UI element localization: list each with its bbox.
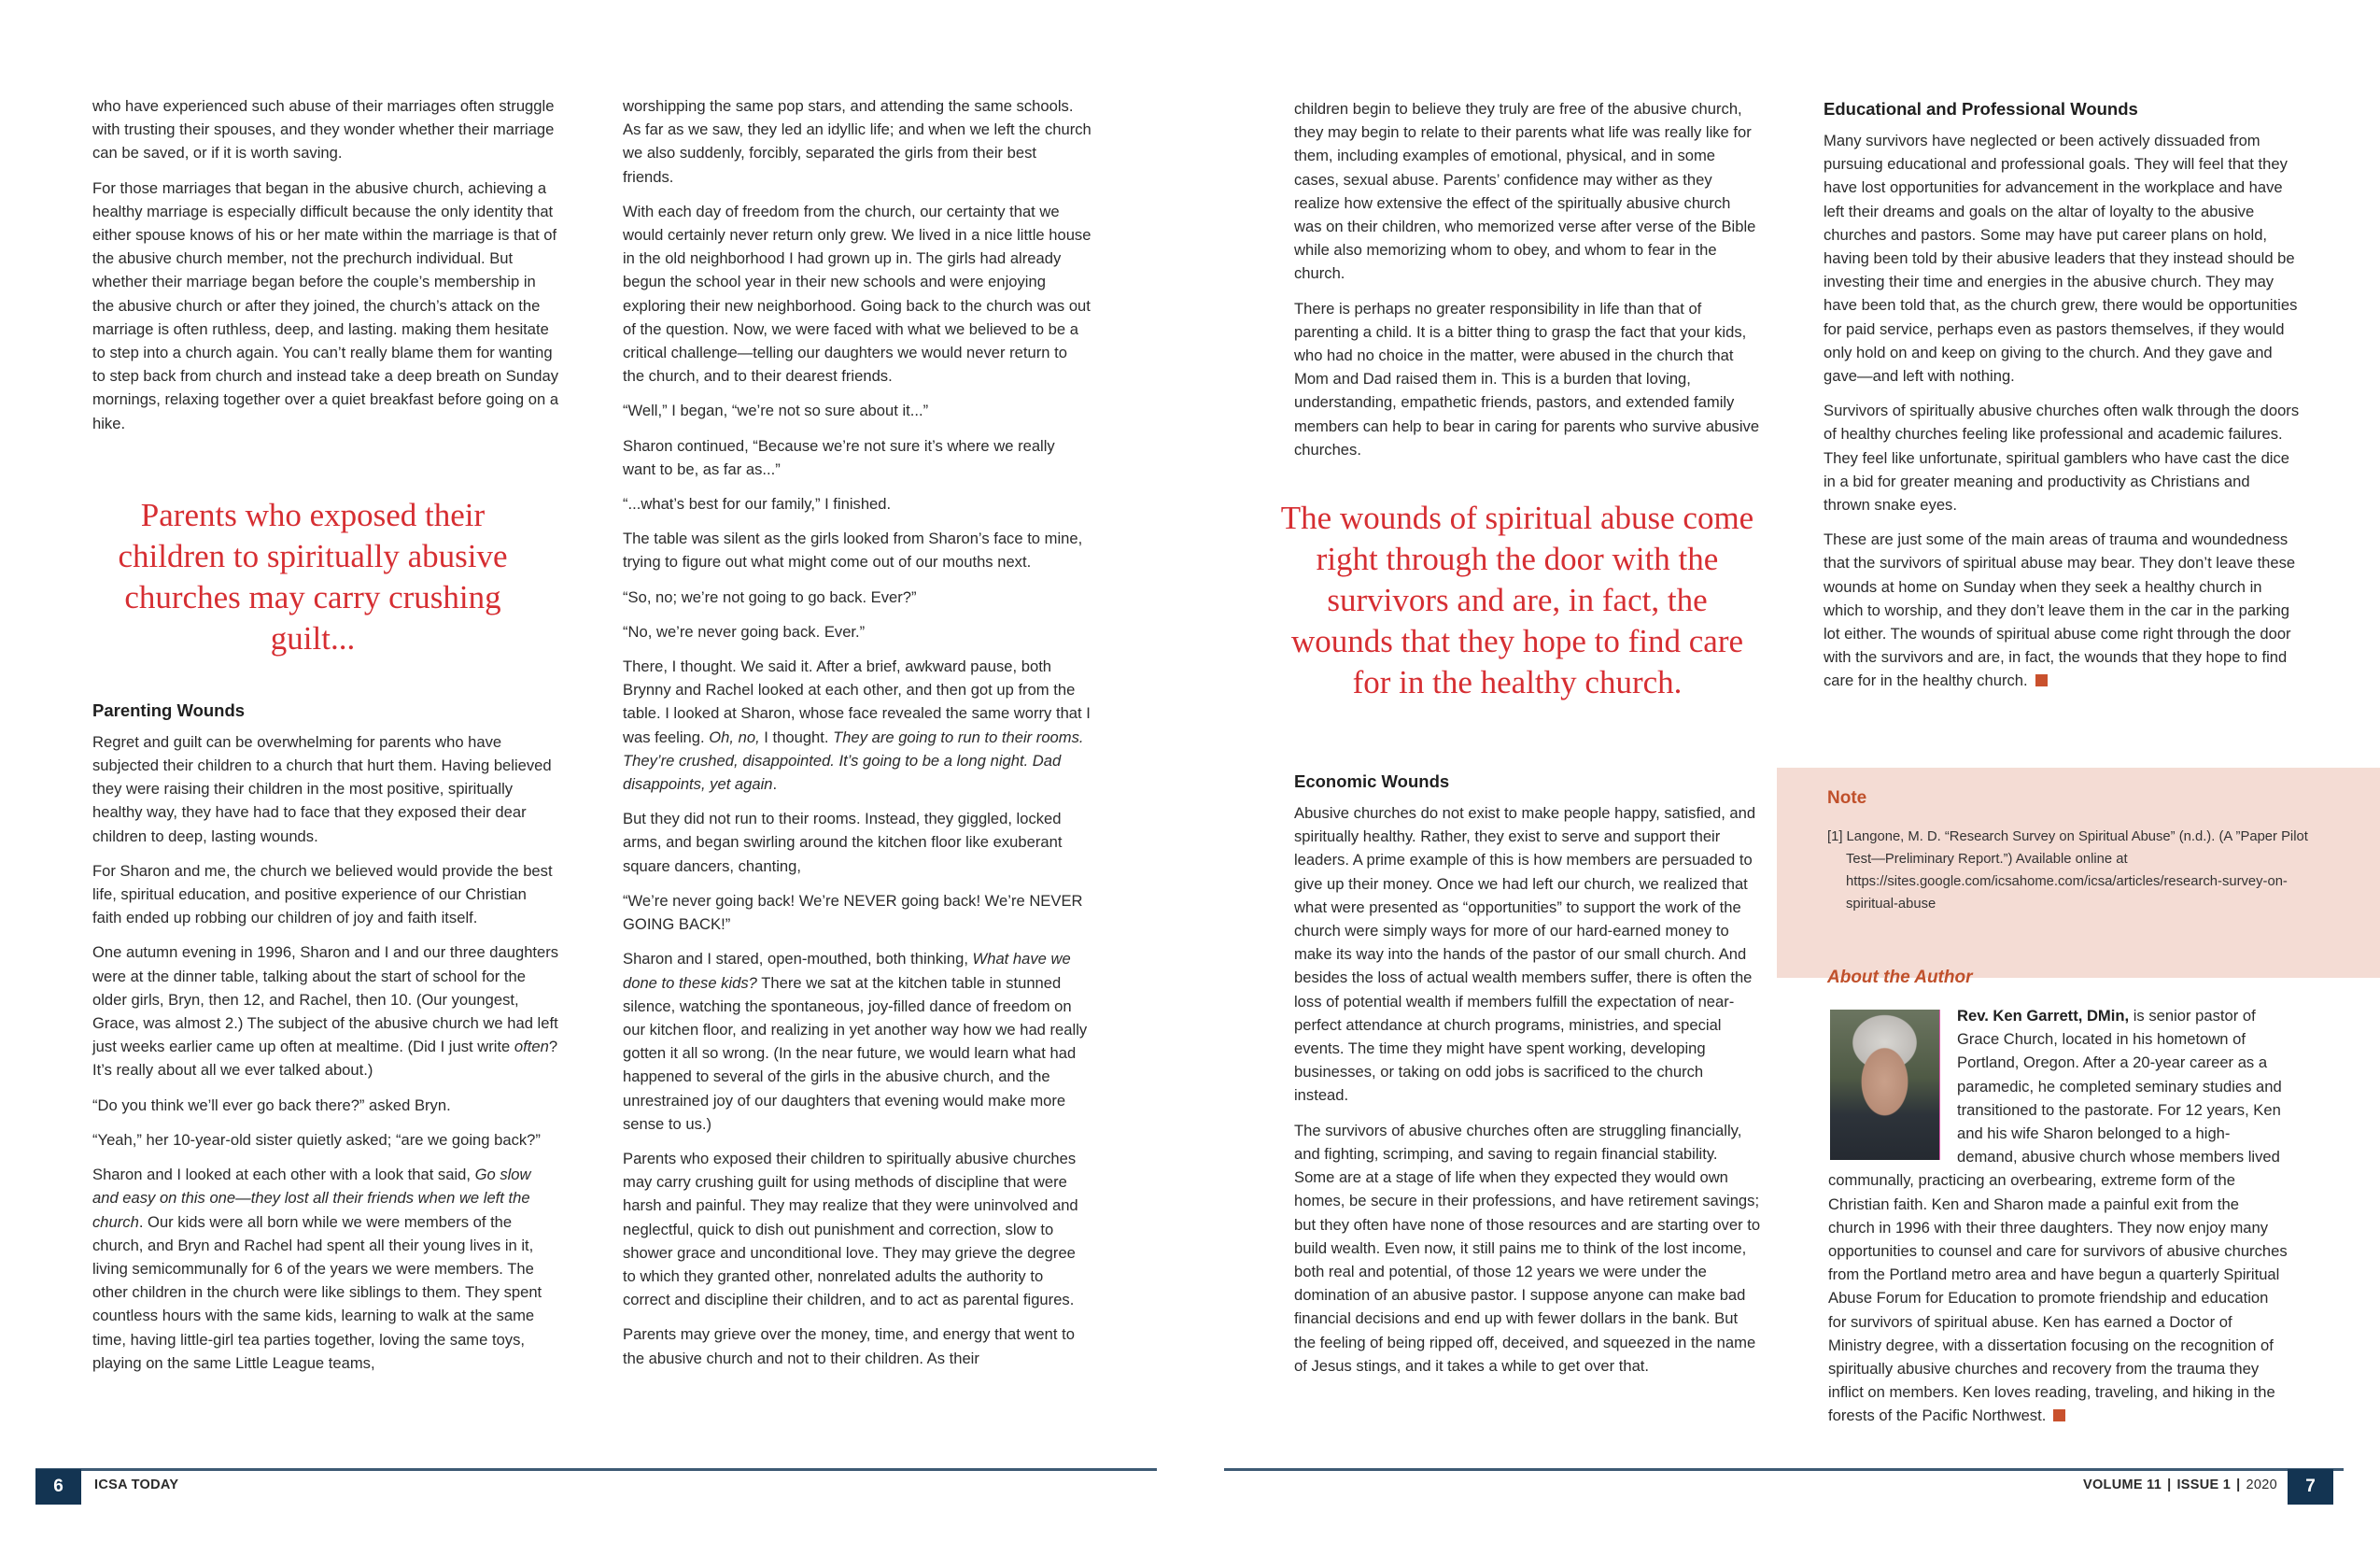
footer-publication-title: ICSA TODAY [94, 1477, 179, 1492]
paragraph: “Yeah,” her 10-year-old sister quietly asked; “are we going back?” [92, 1130, 541, 1149]
paragraph [92, 940, 559, 1082]
note-title: Note [1827, 788, 1867, 808]
paragraph: But they did not run to their rooms. Instead, they giggled, locked arms, and began swirling around the kitchen floor like exuberant square dancers, chanting, [623, 810, 1063, 875]
paragraph: “Well,” I began, “we’re not so sure about it...” [623, 402, 929, 420]
note-box [1777, 768, 2380, 978]
text: I thought. [759, 728, 834, 746]
column-3 [1294, 97, 1761, 1389]
section-heading-parenting-wounds: Parenting Wounds [92, 700, 246, 720]
text: Sharon and I stared, open-mouthed, both thinking, [623, 950, 973, 968]
author-photo [1830, 1010, 1940, 1160]
text: ? It’s really about all we ever talked about.) [92, 1038, 558, 1080]
text: . Our kids were all born while we were members of the church, and Bryn and Rachel had spent all their young lives in it, living semicommunally for 6 of the years we were members. The other children in the church were like siblings to them. They spent countless hours with the same kids, learning to walk at the same time, having little-girl tea parties together, loving the same toys, playing on the same Little League teams, [92, 1212, 542, 1372]
section-heading-economic-wounds: Economic Wounds [1294, 771, 1450, 792]
paragraph: “So, no; we’re not going to go back. Ever?” [623, 587, 917, 606]
text: . [772, 775, 778, 794]
column-2 [623, 94, 1091, 1381]
paragraph: Many survivors have neglected or been actively dissuaded from pursuing educational and professional goals. They will feel that they have lost opportunities for advancement in the workplace and have left their dreams and goals on the altar of loyalty to the abusive churches and pastors. Some may have put career plans on hold, having been told by their abusive leaders that they instead should be investing their time and energies in the abusive church. They may have been told that, as the church grew, there would be opportunities for paid service, perhaps even as pastors themselves, if they would only hold on and keep on giving to the church. And they gave and gave—and left with nothing. [1824, 132, 2298, 386]
volume-label: VOLUME 11 [2083, 1477, 2162, 1492]
paragraph: Parents may grieve over the money, time, and energy that went to the abusive church and not to their children. As their [623, 1325, 1075, 1367]
italic-text: What have we done to these kids? [623, 950, 1071, 992]
author-bio [1828, 1004, 2288, 1428]
page-number-left: 6 [35, 1469, 81, 1505]
note-reference: [1] Langone, M. D. “Research Survey on Spiritual Abuse” (n.d.). (A ”Paper Pilot Test—Preliminary Report.”) Available online at https://sites.google.com/icsahome.com/icsa/articles/research-survey-on-spiritual-abuse [1827, 829, 2308, 912]
paragraph: For Sharon and me, the church we believed would provide the best life, spiritual education, and positive experience of our Christian faith ended up robbing our children of joy and faith itself. [92, 861, 553, 927]
paragraph [1824, 528, 2300, 692]
paragraph [623, 947, 1091, 1136]
column-1 [92, 94, 559, 1386]
paragraph: Sharon continued, “Because we’re not sure it’s where we really want to be, as far as...” [623, 436, 1055, 478]
text: These are just some of the main areas of trauma and woundedness that the survivors of spiritual abuse may bear. They don’t leave these wounds at home on Sunday when they seek a healthy church in which to worship, and they don’t leave them in the car in the parking lot either. The wounds of spiritual abuse come right through the door with the survivors and are, in fact, the wounds that they hope to find care for in the healthy church. [1824, 530, 2296, 690]
end-of-bio-square-icon [2053, 1409, 2065, 1421]
text: There we sat at the kitchen table in stunned silence, watching the spontaneous, joy-filled dance of freedom on our kitchen floor, and realizing in yet another way how we had really gotten it all so wrong. (In the near future, we would learn what had happened to several of the girls in the abusive church, and the unrestrained joy of our daughters that evening would make more sense to us.) [623, 973, 1088, 1133]
italic-text: Go slow and easy on this one—they lost all their friends when we left the church [92, 1166, 531, 1231]
paragraph: For those marriages that began in the abusive church, achieving a healthy marriage is especially difficult because the only identity that either spouse knows of his or her mate within the marriage is that of the abusive church member, not the prechurch individual. But whether their marriage began before the couple’s membership in the abusive church or after they joined, the church’s attack on the marriage is often ruthless, deep, and lasting. making them hesitate to step into a church again. You can’t really blame them for wanting to step back from church and instead take a deep breath on Sunday mornings, relaxing together over a quiet breakfast before going on a hike. [92, 178, 559, 432]
text: There, I thought. We said it. After a brief, awkward pause, both Brynny and Rachel looked at each other, and then got up from the table. I looked at Sharon, whose face revealed the same worry that I was feeling. [623, 657, 1091, 746]
text: One autumn evening in 1996, Sharon and I and our three daughters were at the dinner table, talking about the start of school for the older girls, Bryn, then 12, and Rachel, then 10. (Our youngest, Grace, was almost 2.) The subject of the abusive church we had left just weeks earlier came up often at mealtime. (Did I just write [92, 943, 559, 1056]
text: Sharon and I looked at each other with a look that said, [92, 1166, 475, 1184]
paragraph [623, 655, 1091, 796]
paragraph: “Do you think we’ll ever go back there?” asked Bryn. [92, 1096, 451, 1114]
separator: | [2236, 1477, 2241, 1492]
paragraph: children begin to believe they truly are free of the abusive church, they may begin to relate to their parents what life was really like for them, including examples of emotional, physical, and in some cases, sexual abuse. Parents’ confidence may wither as they realize how extensive the effect of the spiritually abusive church was on their children, who memorized verse after verse of the Bible while also memorizing whom to obey, and whom to fear in the church. [1294, 100, 1756, 283]
paragraph: The survivors of abusive churches often are struggling financially, and fighting, scrimping, and saving to regain financial stability. Some are at a stage of life when they expected they would own homes, be secure in their professions, and have retirement savings; but they often have none of those resources and are starting over to build wealth. Even now, it still pains me to think of the lost income, both real and potential, of those 12 years we were under the domination of an abusive pastor. I suppose anyone can make bad financial decisions and end up with fewer dollars in the bank. But the feeling of being ripped off, deceived, and squeezed in the name of Jesus stings, and it takes a while to get over that. [1294, 1121, 1761, 1375]
paragraph: Survivors of spiritually abusive churches often walk through the doors of healthy churches feeling like professional and academic failures. They feel like unfortunate, spiritual gamblers who have cast the dice in a bid for greater meaning and productivity as Christians and thrown snake eyes. [1824, 402, 2300, 515]
about-the-author-title: About the Author [1827, 968, 1973, 987]
paragraph: There is perhaps no greater responsibility in life than that of parenting a child. It is a bitter thing to grasp the fact that your kids, who had no choice in the matter, were abused in the church that Mom and Dad raised them in. This is a burden that loving, understanding, empathetic friends, pastors, and extended family members can help to bear in caring for parents who survive abusive churches. [1294, 299, 1760, 459]
pullquote-wounds-door: The wounds of spiritual abuse come right through the door with the survivors and are, in fact, the wounds that they hope to find care for in the healthy church. [1280, 500, 1754, 700]
pullquote-parents-guilt: Parents who exposed their children to spiritually abusive churches may carry crushing guilt... [118, 497, 508, 657]
issue-label: ISSUE 1 [2176, 1477, 2232, 1492]
separator: | [2167, 1477, 2172, 1492]
paragraph: Parents who exposed their children to spiritually abusive churches may carry crushing guilt for using methods of discipline that were harsh and painful. They may realize that they were uninvolved and neglectful, quick to dish out punishment and correction, slow to shower grace and unconditional love. They may grieve the degree to which they granted other, nonrelated adults the authority to correct and discipline their children, and to act as parental figures. [623, 1149, 1078, 1309]
paragraph [92, 1163, 559, 1375]
end-of-article-square-icon [2035, 674, 2048, 686]
author-bio-text: is senior pastor of Grace Church, located in his hometown of Portland, Oregon. After a 20-year career as a paramedic, he completed seminary studies and transitioned to the pastorate. For 12 years, Ken and his wife Sharon belonged to a high-demand, abusive church whose members lived communally, practicing an overbearing, extreme form of the Christian faith. Ken and Sharon made a painful exit from the church in 1996 with their three daughters. They now enjoy many opportunities to counsel and care for survivors of abusive churches from the Portland metro area and have begun a quarterly Spiritual Abuse Forum for Education to promote friendship and education for survivors of spiritual abuse. Ken has earned a Doctor of Ministry degree, with a dissertation focusing on the recognition of spiritually abusive churches and recovery from the trauma they inflict on members. Ken loves reading, traveling, and hiking in the forests of the Pacific Northwest. [1828, 1007, 2288, 1425]
paragraph: who have experienced such abuse of their marriages often struggle with trusting their spouses, and they wonder whether their marriage can be saved, or if it is worth saving. [92, 97, 555, 163]
author-name: Rev. Ken Garrett, DMin, [1957, 1007, 2130, 1025]
section-heading-educational-wounds: Educational and Professional Wounds [1824, 99, 2138, 119]
year-label: 2020 [2246, 1477, 2277, 1492]
paragraph: The table was silent as the girls looked from Sharon’s face to mine, trying to figure out what might come out of our mouths next. [623, 530, 1083, 572]
italic-text: They are going to run to their rooms. They’re crushed, disappointed. It’s going to be a long night. Dad disappoints, yet again [623, 728, 1084, 794]
footer-rule-right [1224, 1468, 2344, 1471]
paragraph: “No, we’re never going back. Ever.” [623, 622, 866, 641]
column-4 [1824, 97, 2300, 704]
paragraph: With each day of freedom from the church, our certainty that we would certainly never return only grew. We lived in a nice little house in the old neighborhood I had grown up in. The girls had already begun the school year in their new schools and were enjoying exploring their new neighborhood. Going back to the church was out of the question. Now, we were faced with what we believed to be a critical challenge—telling our daughters we would never return to the church, and to their dearest friends. [623, 202, 1091, 386]
italic-text: Oh, no, [709, 728, 760, 746]
paragraph: “We’re never going back! We’re NEVER going back! We’re NEVER GOING BACK!” [623, 891, 1083, 934]
paragraph: Abusive churches do not exist to make people happy, satisfied, and spiritually healthy. Rather, they exist to serve and support their leaders. A prime example of this is how members are persuaded to give up their money. Once we had left our church, we realized that what were presented as “opportunities” to support the work of the church were simply ways for more of our hard-earned money to make its way into the hands of the pastor of our small church. And besides the loss of actual wealth members suffer, there is often the loss of potential wealth if members fulfill the expectation of near-perfect attendance at church programs, ministries, and special events. The time they might have spent working, developing businesses, or taking on odd jobs is sacrificed to the church instead. [1294, 804, 1756, 1105]
paragraph: worshipping the same pop stars, and attending the same schools. As far as we saw, they led an idyllic life; and when we left the church we also suddenly, forcibly, separated the girls from their best friends. [623, 97, 1091, 186]
paragraph: Regret and guilt can be overwhelming for parents who have subjected their children to a church that hurt them. Having believed they were raising their children in the most positive, spiritually healthy way, they have had to face that they exposed their dear children to deep, lasting wounds. [92, 732, 552, 845]
paragraph: “...what’s best for our family,” I finished. [623, 495, 892, 514]
footer-rule-left [35, 1468, 1157, 1471]
footer-issue-info [2083, 1477, 2277, 1492]
page-number-right: 7 [2288, 1469, 2333, 1505]
italic-text: often [514, 1038, 549, 1056]
